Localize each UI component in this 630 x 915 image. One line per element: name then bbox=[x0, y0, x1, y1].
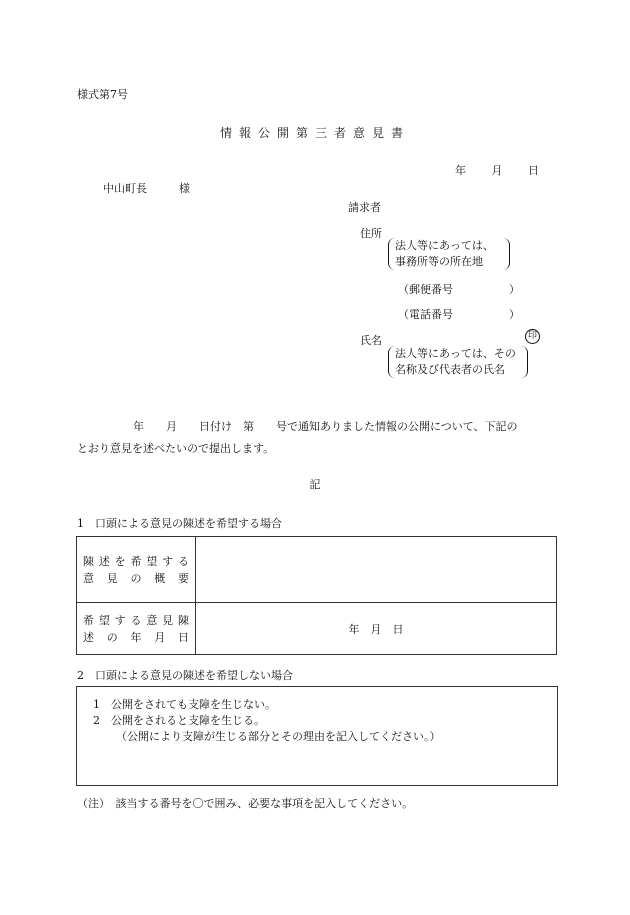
option2-text: 2 公開をされると支障を生じる。 bbox=[93, 714, 265, 727]
body-line2: とおり意見を述べたいので提出します。 bbox=[77, 442, 275, 455]
date-input-cell[interactable]: 年 月 日 bbox=[196, 603, 557, 655]
addressee-town: 中山町長 bbox=[103, 182, 147, 195]
address-note-line1: 法人等にあっては、 bbox=[395, 239, 494, 252]
summary-label-line1: 陳述を希望する bbox=[83, 554, 189, 568]
phone-close-paren: ） bbox=[509, 308, 520, 321]
footnote: （注） 該当する番号を〇で囲み、必要な事項を記入してください。 bbox=[77, 797, 414, 810]
seal-icon: 印 bbox=[525, 329, 540, 344]
addressee bbox=[103, 180, 190, 196]
oral-statement-table bbox=[76, 536, 557, 655]
body-text bbox=[77, 416, 557, 460]
name-label: 氏名 bbox=[360, 334, 382, 347]
address-note-bracket bbox=[388, 238, 510, 270]
section1-heading: 1 口頭による意見の陳述を希望する場合 bbox=[77, 517, 282, 530]
name-note-line2: 名称及び代表者の氏名 bbox=[395, 363, 505, 376]
option-note-text: （公開により支障が生じる部分とその理由を記入してください。） bbox=[116, 730, 441, 743]
addressee-honorific: 様 bbox=[179, 182, 190, 195]
summary-label-line2: 意見の概要 bbox=[83, 571, 189, 585]
ki-heading: 記 bbox=[309, 478, 321, 491]
summary-label-cell bbox=[77, 537, 196, 603]
postal-close-paren: ） bbox=[509, 283, 520, 296]
body-line1: 年 月 日付け 第 号で通知ありました情報の公開について、下記の bbox=[133, 420, 518, 433]
address-label: 住所 bbox=[360, 227, 382, 240]
phone-number-label: （電話番号 bbox=[398, 308, 453, 321]
section2-heading: 2 口頭による意見の陳述を希望しない場合 bbox=[77, 669, 293, 682]
date-day-label: 日 bbox=[528, 164, 539, 177]
date-month-label: 月 bbox=[491, 164, 503, 177]
document-title: 情報公開第三者意見書 bbox=[219, 126, 410, 140]
form-number: 様式第7号 bbox=[77, 88, 128, 101]
date-year-label: 年 bbox=[455, 164, 466, 177]
postal-code-label: （郵便番号 bbox=[398, 283, 453, 296]
name-note-line1: 法人等にあっては、その bbox=[395, 347, 516, 360]
name-note-bracket bbox=[388, 346, 528, 378]
date-label-line1: 希望する意見陳 bbox=[83, 613, 189, 627]
date-label-line2: 述の年月日 bbox=[83, 630, 189, 644]
requester-label: 請求者 bbox=[348, 201, 381, 214]
summary-input-cell[interactable] bbox=[196, 537, 557, 603]
date-label-cell bbox=[77, 603, 196, 655]
option1-text: 1 公開をされても支障を生じない。 bbox=[93, 698, 276, 711]
address-note-line2: 事務所等の所在地 bbox=[395, 255, 483, 268]
header-date bbox=[455, 162, 539, 178]
